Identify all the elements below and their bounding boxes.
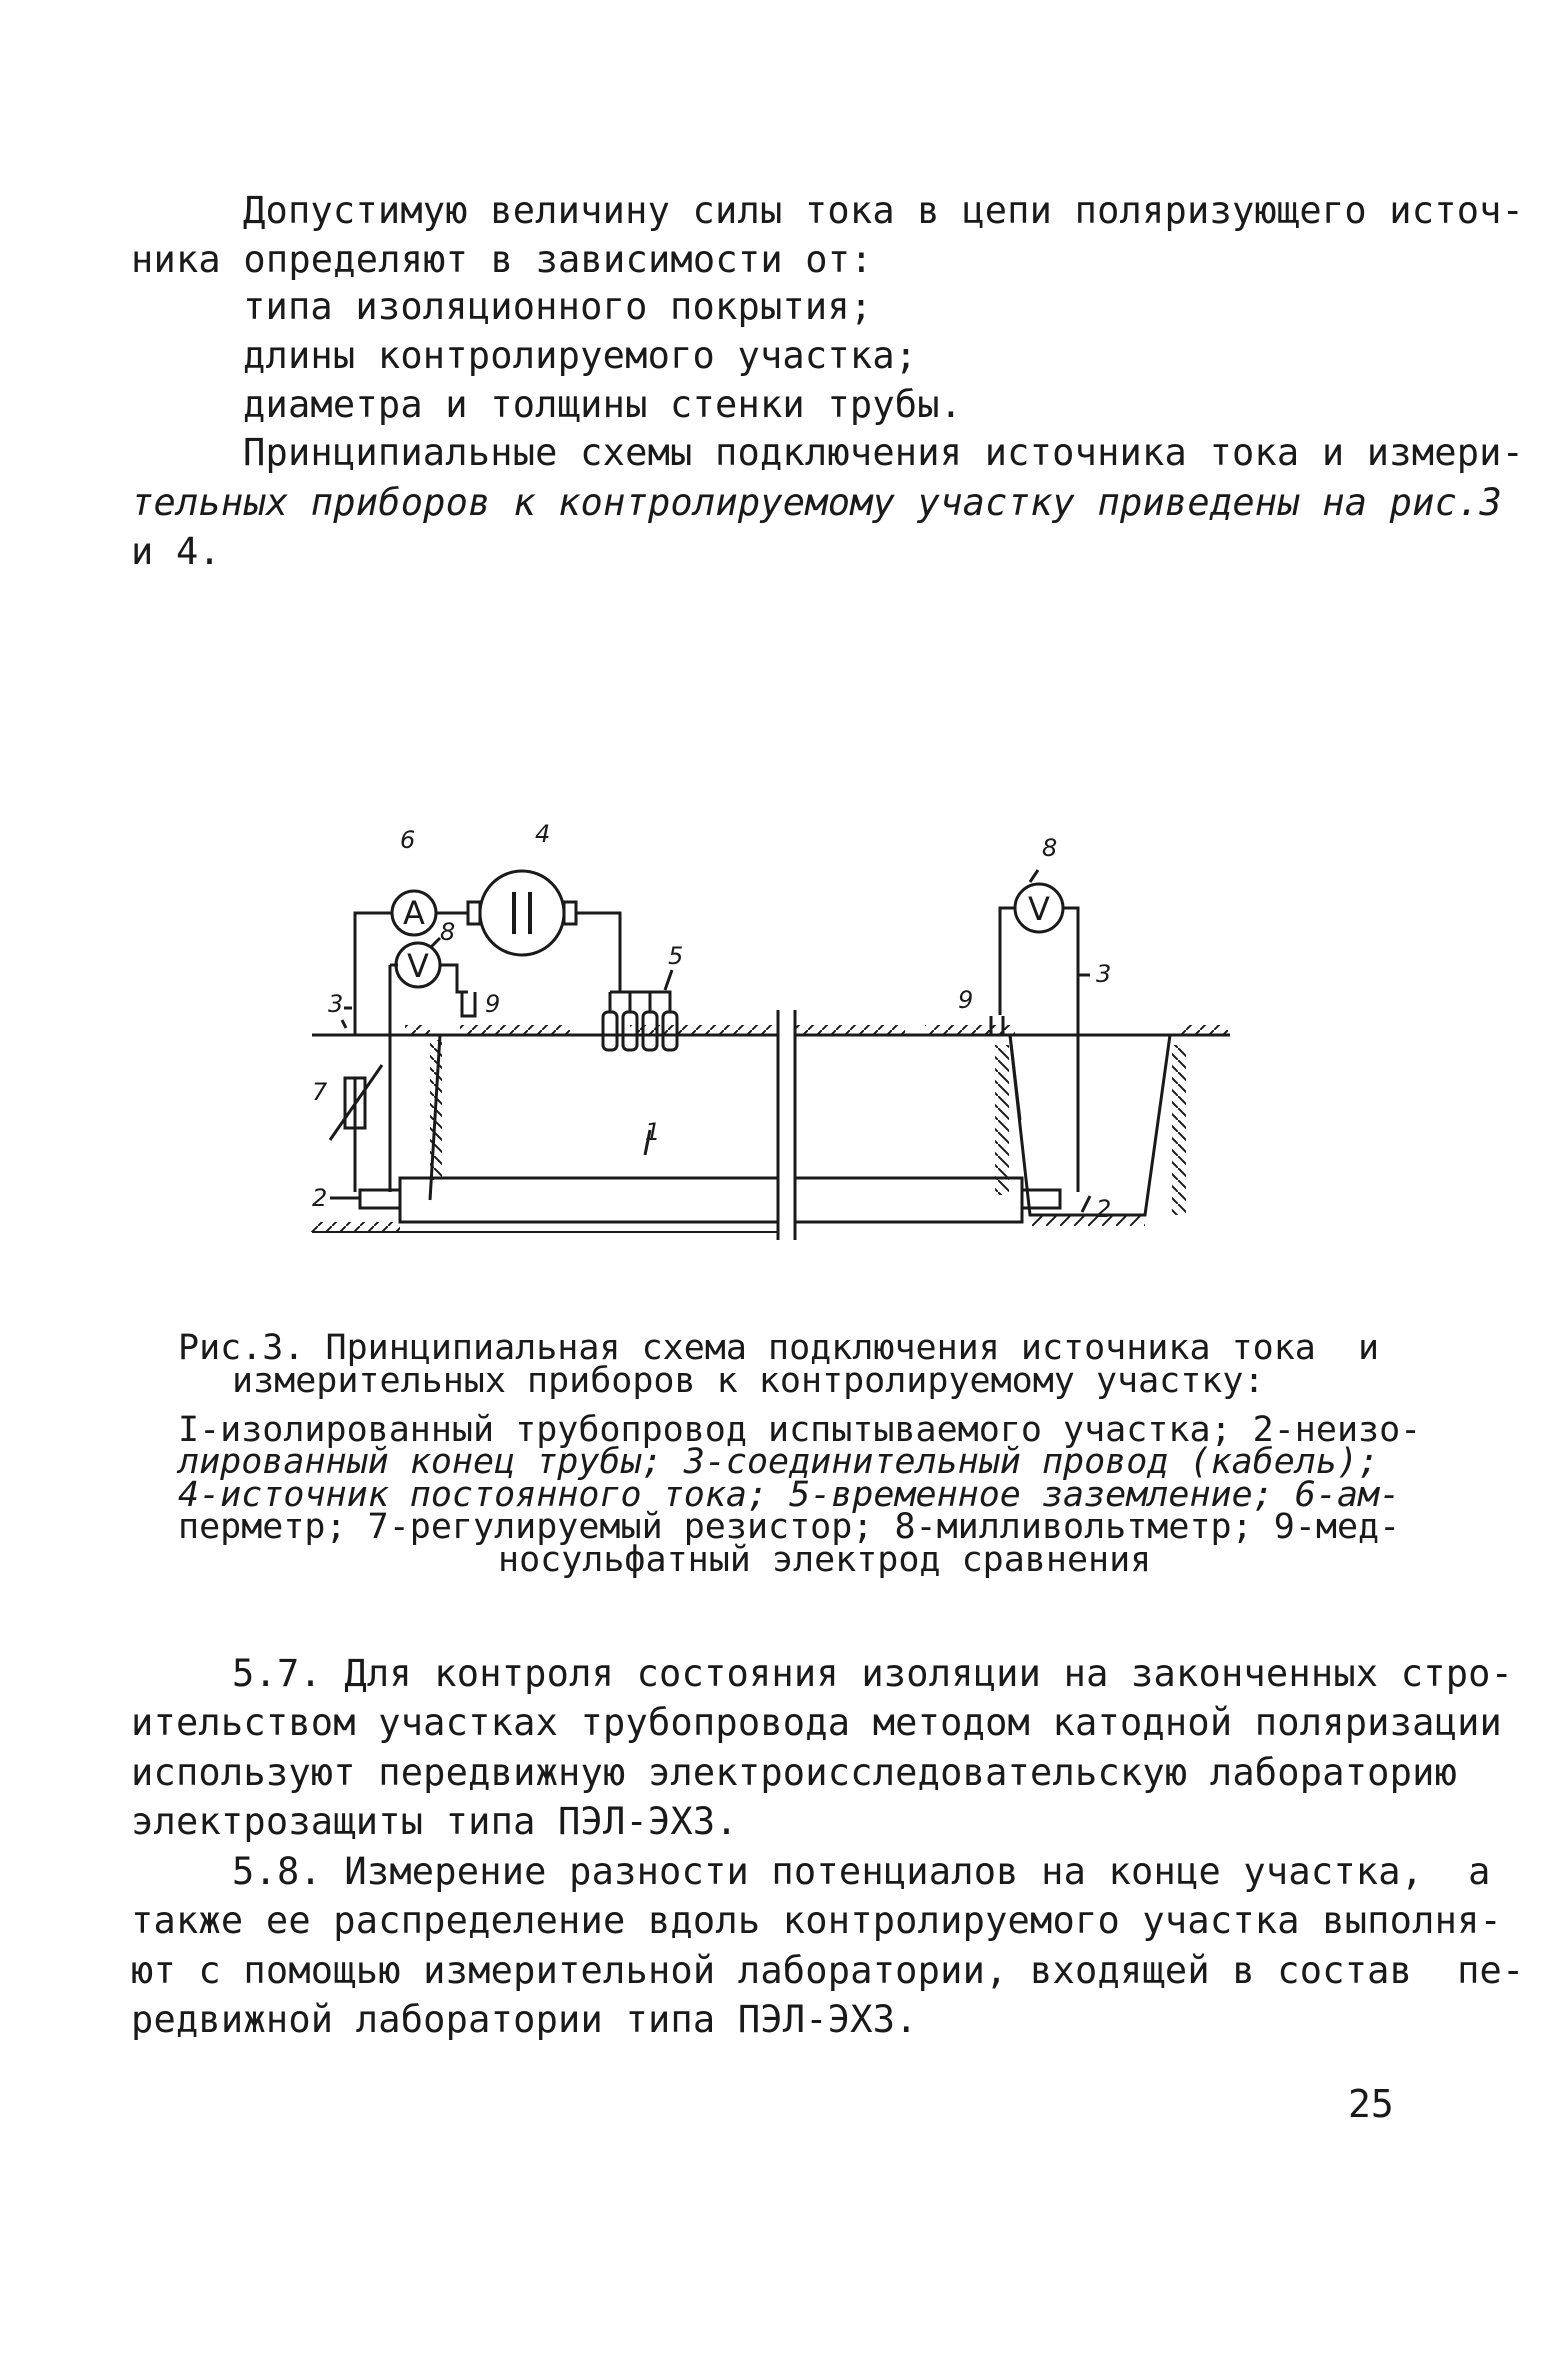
label-2-right: 2 [1096,1195,1112,1223]
intro-item-3: диаметра и толщины стенки трубы. [243,383,963,426]
intro-line-2: ника определяют в зависимости от: [131,238,873,281]
caption-legend-line-3: 4-источник постоянного тока; 5-временное заземление; 6-ам- [178,1475,1401,1515]
section-5-7-line-4: электрозащиты типа ПЭЛ-ЭХЗ. [131,1800,738,1843]
label-3-left: 3 [328,990,344,1018]
voltmeter-right-label: V [1028,890,1050,928]
section-5-8-line-3: ют с помощью измерительной лаборатории, входящей в состав пе- [131,1949,1525,1992]
label-8-left: 8 [440,918,456,946]
ammeter-label: A [403,894,425,932]
caption-legend-line-4: перметр; 7-регулируемый резистор; 8-милливольтметр; 9-мед- [178,1507,1401,1547]
intro-para2-line-1: Принципиальные схемы подключения источника тока и измери- [243,431,1525,474]
label-7: 7 [312,1078,328,1106]
voltmeter-left-label: V [407,947,429,985]
section-5-7-line-3: используют передвижную электроисследовательскую лабораторию [131,1751,1458,1794]
section-5-7-line-1: 5.7. Для контроля состояния изоляции на законченных стро- [232,1652,1514,1695]
pipe-body [400,1178,1022,1222]
label-2-left: 2 [312,1184,328,1212]
intro-line-1: Допустимую величину силы тока в цепи поляризующего источ- [243,189,1525,232]
intro-para2-line-2: тельных приборов к контролируемому участку приведены на рис.3 [131,481,1503,524]
caption-title-line-1: Рис.3. Принципиальная схема подключения источника тока и [178,1328,1380,1368]
section-5-7-line-2: ительством участках трубопровода методом катодной поляризации [131,1701,1503,1744]
section-5-8-line-1: 5.8. Измерение разности потенциалов на конце участка, а [232,1850,1491,1893]
intro-item-1: типа изоляционного покрытия; [243,285,873,328]
label-9-right: 9 [958,986,974,1014]
intro-para2-line-3: и 4. [131,530,221,573]
section-5-8-line-4: редвижной лаборатории типа ПЭЛ-ЭХЗ. [131,1998,918,2041]
label-4: 4 [535,820,551,848]
label-6: 6 [400,826,416,854]
caption-legend-line-2: лированный конец трубы; 3-соединительный провод (кабель); [178,1442,1380,1482]
page-number: 25 [1348,2082,1394,2126]
caption-legend-line-5: носульфатный электрод сравнения [498,1540,1152,1580]
section-5-8-line-2: также ее распределение вдоль контролируемого участка выполня- [131,1899,1503,1942]
label-1: 1 [645,1118,661,1146]
label-5: 5 [668,942,684,970]
label-9-left: 9 [485,990,501,1018]
connection-diagram [290,820,1250,1260]
label-8-right: 8 [1042,834,1058,862]
caption-title-line-2: измерительных приборов к контролируемому участку: [232,1361,1265,1401]
label-3-right: 3 [1096,960,1112,988]
dc-source-circle [480,871,564,955]
caption-legend-line-1: I-изолированный трубопровод испытываемого участка; 2-неизо- [178,1410,1422,1450]
ground-hatch [405,1025,430,1035]
intro-item-2: длины контролируемого участка; [243,334,918,377]
